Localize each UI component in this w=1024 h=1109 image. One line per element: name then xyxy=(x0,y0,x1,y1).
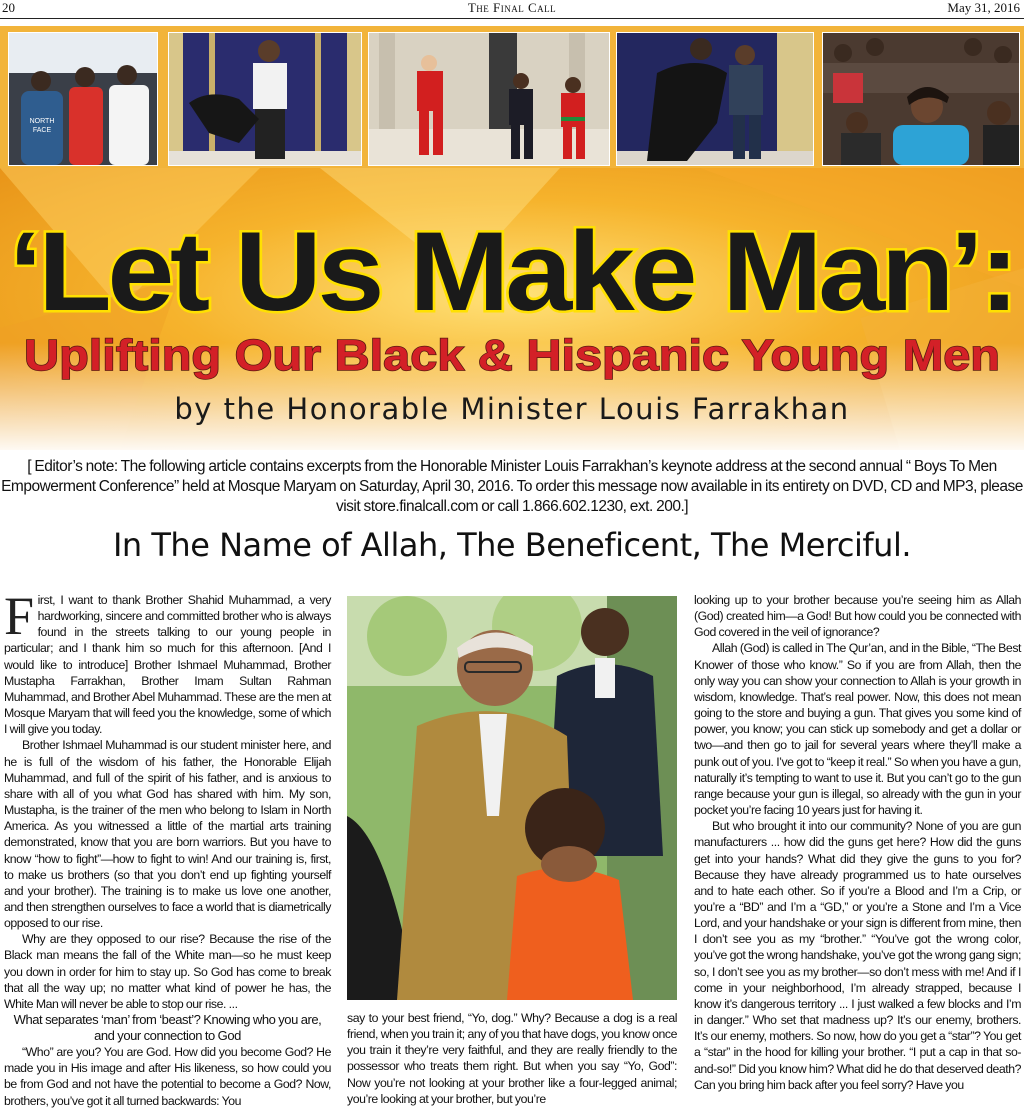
article-column-3 xyxy=(694,592,1021,1093)
article-column-2 xyxy=(347,1010,677,1107)
invocation-heading: In The Name of Allah, The Beneficent, The Merciful. xyxy=(112,526,911,564)
drop-cap: F xyxy=(4,586,34,646)
editors-note: [ Editor’s note: The following article contains excerpts from the Honorable Minister Louis Farrakhan’s keynote address at the second annual “ Boys To Men Empowerment Conference” held at Mosque Maryam on Saturday, April 30, 2016. To order this message now available in its entirety on DVD, CD and MP3, please visit store.finalcall.com or call 1.866.602.1230, ext. 200.] xyxy=(1,458,1023,515)
page-header xyxy=(0,0,1024,19)
photo-martial-arts-children xyxy=(368,32,610,166)
photo-martial-arts-demo-1 xyxy=(168,32,362,166)
section-subhead: What separates ‘man’ from ‘beast’? Knowing who you are, and your connection to God xyxy=(13,1012,322,1044)
banner-title: ‘Let Us Make Man’: xyxy=(9,209,1016,334)
hoodie-text-1: NORTH xyxy=(29,118,55,125)
hoodie-text-2: FACE xyxy=(32,127,52,134)
paragraph: say to your best friend, “Yo, dog.” Why? Because a dog is a real friend, when you train it; any of you that have dogs, you know once you train it they’re very faithful, and they are really friendly to the possessor who treats them right. But when you say “Yo, God”: Now you’re not looking at your brother like a four-legged animal; you’re looking at your brother, but you’re xyxy=(347,1011,677,1106)
paragraph: But who brought it into our community? None of you are gun manufacturers ... how did the guns get here? How did the guns get into your hands? What did they give the guns to you for? Because they have already programmed us to hate ourselves and to hate each other. So if you’re a Blood and I’m a Crip, or you’re a “BD” and I’m a “GD,” or you’re a Stone and I’m a Vice Lord, and your handshake or your sign is different from mine, then I don’t see you as my “brother.” “You’ve got the wrong color, you’ve got the wrong handshake, you’ve got the wrong gang sign; so, I don’t see you as my brother—so don’t mess with me! And if I come in your neighborhood, I’m already strapped, because I know it’s dangerous territory ... I just walked a few blocks and I’m in danger.” Who set that madness up? It’s our enemy, brothers. It’s our enemy, mothers. So now, how do you get a “star”? You get a “star” in the hood for killing your brother. “I put a cap in that so-and-so!” Did you know him? What did he do that deserved death? Can you bring him back after you feel sorry? Have you xyxy=(694,819,1021,1092)
paragraph xyxy=(4,586,331,737)
publication-name: The Final Call xyxy=(467,0,557,15)
title-banner xyxy=(0,168,1024,450)
photo-audience-applauding xyxy=(822,32,1020,166)
paragraph: Why are they opposed to our rise? Because the rise of the Black man means the fall of the White man—so he must keep you down in order for him to stay up. So God has come to break that all the way up; no matter what kind of power he has, the White Man will never be able to stop our rise. ... xyxy=(4,932,331,1011)
photo-martial-arts-demo-2 xyxy=(616,32,814,166)
paragraph: looking up to your brother because you’re seeing him as Allah (God) created him—a God! But how could you be connected with God covered in the veil of ignorance? xyxy=(694,593,1021,640)
banner-subtitle: Uplifting Our Black & Hispanic Young Men xyxy=(24,331,1000,380)
photo-young-men-crowd xyxy=(8,32,158,166)
page-number: 20 xyxy=(2,0,15,15)
photo-strip xyxy=(0,26,1024,168)
paragraph: Brother Ishmael Muhammad is our student minister here, and he is full of the wisdom of his father, the Honorable Elijah Muhammad, and full of the spirit of his father, and is anxious to share with all of you what God has shared with him. My son, Mustapha, is the trainer of the men who belong to Islam in North America. As you witnessed a little of the martial arts training demonstrated, know that you are born warriors. But you have to know “how to fight”—how to fight to win! And our training is, first, to make us brothers (so that you don’t end up fighting yourself and your brother). The training is to make us love one another, and then strengthen ourselves to face a world that is diametrically opposed to our rise. xyxy=(4,738,331,931)
byline: by the Honorable Minister Louis Farrakhan xyxy=(174,392,850,426)
photo-minister-with-youth xyxy=(347,596,677,1000)
paragraph: Allah (God) is called in The Qur’an, and in the Bible, “The Best Knower of those who know.” So if you are from Allah, then the only way you can show your connection to Allah is your growth in wisdom, knowledge. That’s real power. Now, this does not mean going to the store and buying a gun. That gives you some kind of power, you know; you can stick up somebody and get a dollar or two—and then go to jail for several years where they’ll make a punk out of you. I’ve got to “keep it real.” So when you have a gun, naturally it’s tempting to want to use it. But you can’t go to the gun range because your gun is illegal, so already with the gun in your pocket you’re facing 10 years just for having it. xyxy=(694,641,1021,818)
paragraph-text: irst, I want to thank Brother Shahid Muhammad, a very hardworking, sincere and committed brother who is always found in the streets talking to our young people in particular; and I thank him so much for this afternoon. [And I would like to introduce] Brother Ishmael Muhammad, Brother Mustapha Farrakhan, Brother Imam Sultan Rahman Muhammad, and Brother Abel Muhammad. These are the men at Mosque Maryam that will feed you the knowledge, some of which I will give you today. xyxy=(4,593,331,737)
article-column-1 xyxy=(4,586,331,1109)
paragraph: “Who” are you? You are God. How did you become God? He made you in His image and after His likeness, so how could you be from God and not have the potential to become a God? Now, brothers, you’ve got it all turned backwards: You xyxy=(4,1045,331,1108)
issue-date: May 31, 2016 xyxy=(947,0,1020,15)
